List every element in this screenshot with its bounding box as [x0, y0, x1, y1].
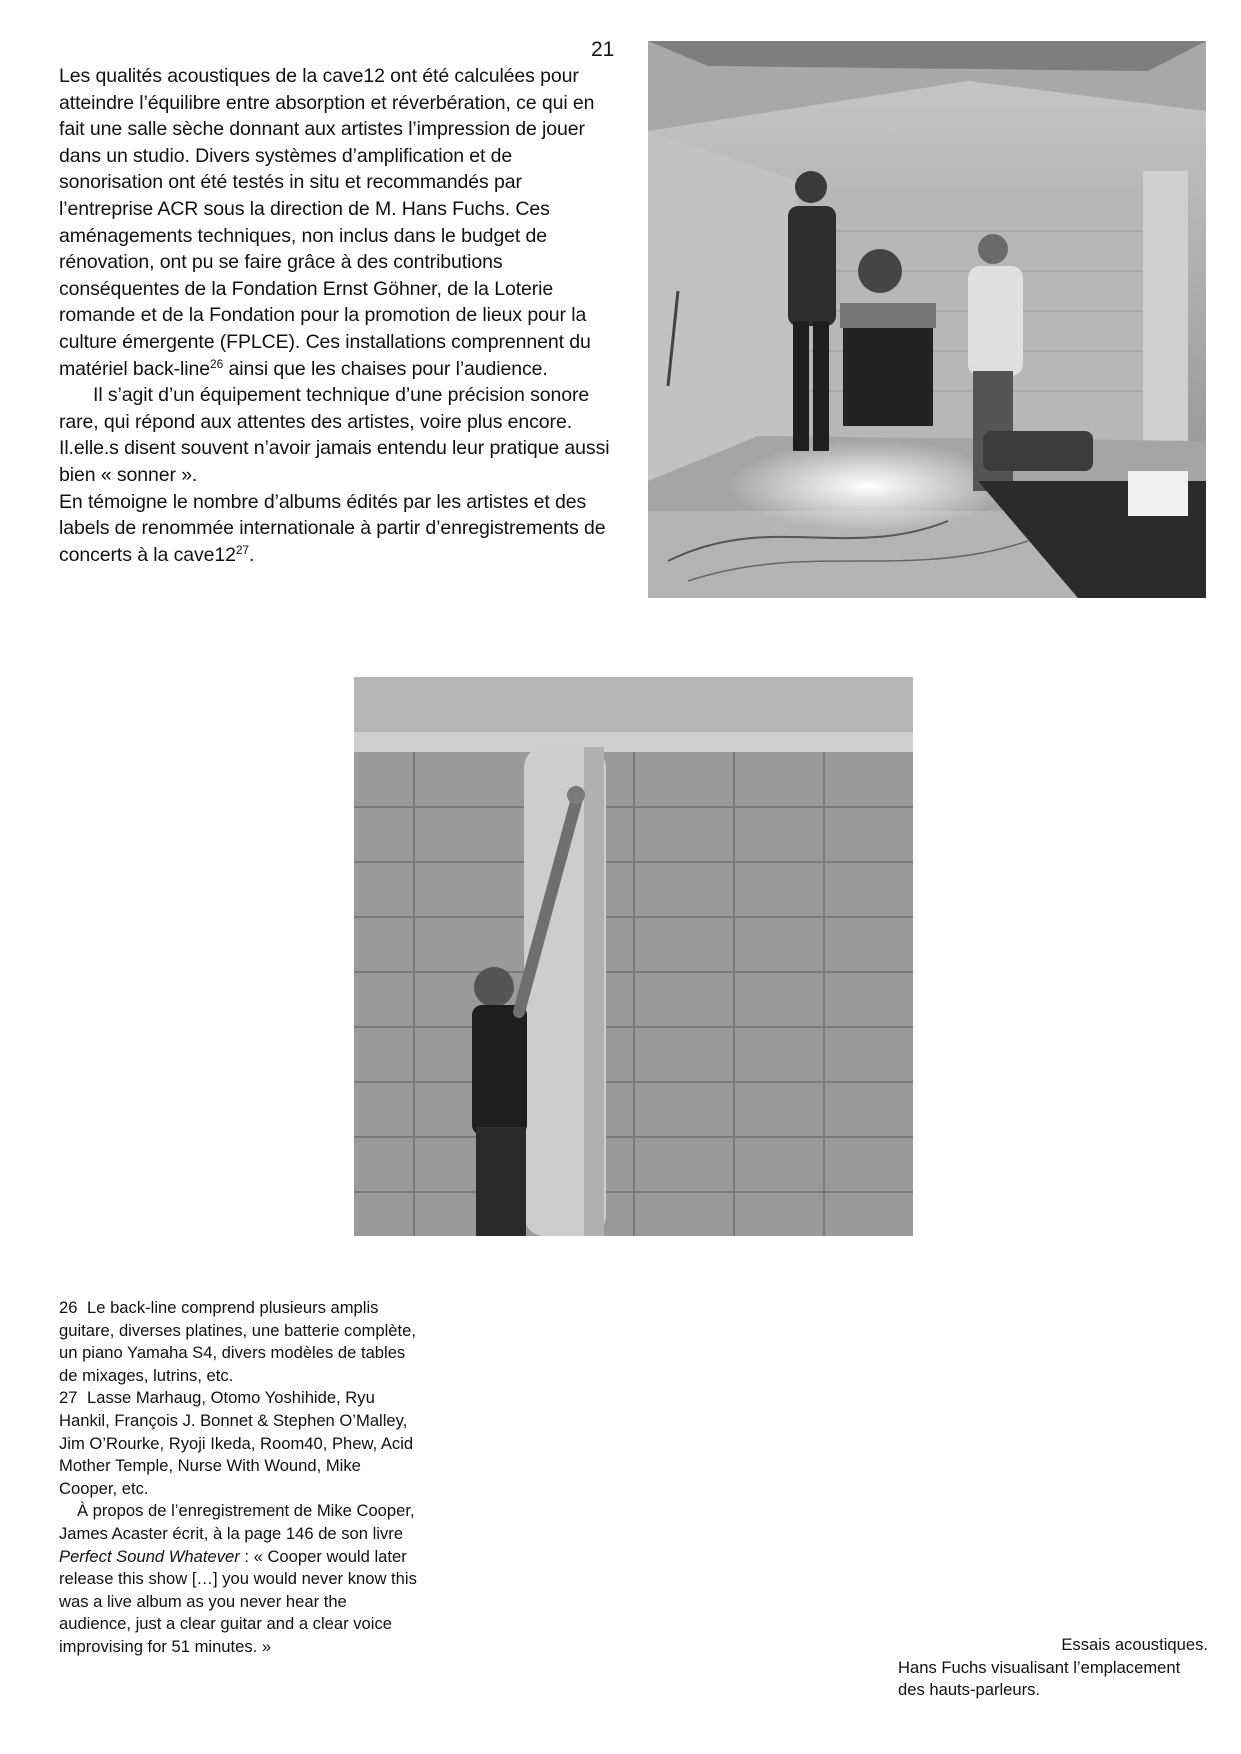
- caption-line-1: Essais acoustiques.: [1061, 1635, 1208, 1654]
- footnote-27: [59, 1387, 419, 1500]
- photo-speaker-placement: [354, 677, 913, 1236]
- footnote-number: 27: [59, 1388, 78, 1408]
- footnote-text: Lasse Marhaug, Otomo Yoshihide, Ryu Hankil, François J. Bonnet & Stephen O’Malley, Jim O’Rourke, Ryoji Ikeda, Room40, Phew, Acid Mother Temple, Nurse With Wound, Mike Cooper, etc.: [59, 1388, 414, 1498]
- paragraph-1: Les qualités acoustiques de la cave12 ont été calculées pour atteindre l’équilibre entre absorption et réverbération, ce qui en fait une salle sèche donnant aux artistes l’impression de jouer dans un studio. Divers systèmes d’amplification et de sonorisation ont été testés in situ et recommandés par l’entreprise ACR sous la direction de M. Hans Fuchs. Ces aménagements techniques, non inclus dans le budget de rénovation, ont pu se faire grâce à des contributions conséquentes de la Fondation Ernst Göhner, de la Loterie romande et de la Fondation pour la promotion de lieux pour la culture émergente (FPLCE). Ces installations comprennent du matériel back-line$^{26}$ ainsi que les chaises pour l’audience.: [59, 65, 595, 380]
- paragraph-2: Il s’agit d’un équipement technique d’une précision sonore rare, qui répond aux attentes des artistes, voire plus encore. Il.elle.s disent souvent n’avoir jamais entendu leur pratique aussi bien « sonner ».: [59, 384, 610, 486]
- photo-caption: [848, 1634, 1208, 1702]
- footnotes: [59, 1297, 419, 1659]
- footnote-number: 26: [59, 1298, 78, 1317]
- book-title: Perfect Sound Whatever: [59, 1546, 240, 1566]
- caption-line-2: Hans Fuchs visualisant l’emplacement des hauts-parleurs.: [898, 1657, 1181, 1700]
- photo-acoustic-testing: [648, 41, 1206, 598]
- page-number: 21: [591, 38, 615, 61]
- footnote-ref-26[interactable]: 26: [210, 356, 224, 371]
- footnote-26: [59, 1297, 419, 1387]
- body-text: [59, 63, 619, 568]
- paragraph-3: En témoigne le nombre d’albums édités par les artistes et des labels de renommée internationale à partir d’enregistrements de concerts à la $cave12^{27}$.: [59, 490, 606, 566]
- footnote-ref-27[interactable]: 27: [235, 542, 250, 557]
- footnote-27-quote: À propos de l’enregistrement de Mike Cooper, James Acaster écrit, à la page 146 de son livre Perfect Sound Whatever : « Cooper would later release this show […] you would never know this was a live album as you never hear the audience, just a clear guitar and a clear voice improvising for 51 minutes. »: [59, 1501, 417, 1656]
- footnote-text: Le back-line comprend plusieurs amplis guitare, diverses platines, une batterie complète, un piano Yamaha S4, divers modèles de tables de mixages, lutrins, etc.: [59, 1298, 416, 1385]
